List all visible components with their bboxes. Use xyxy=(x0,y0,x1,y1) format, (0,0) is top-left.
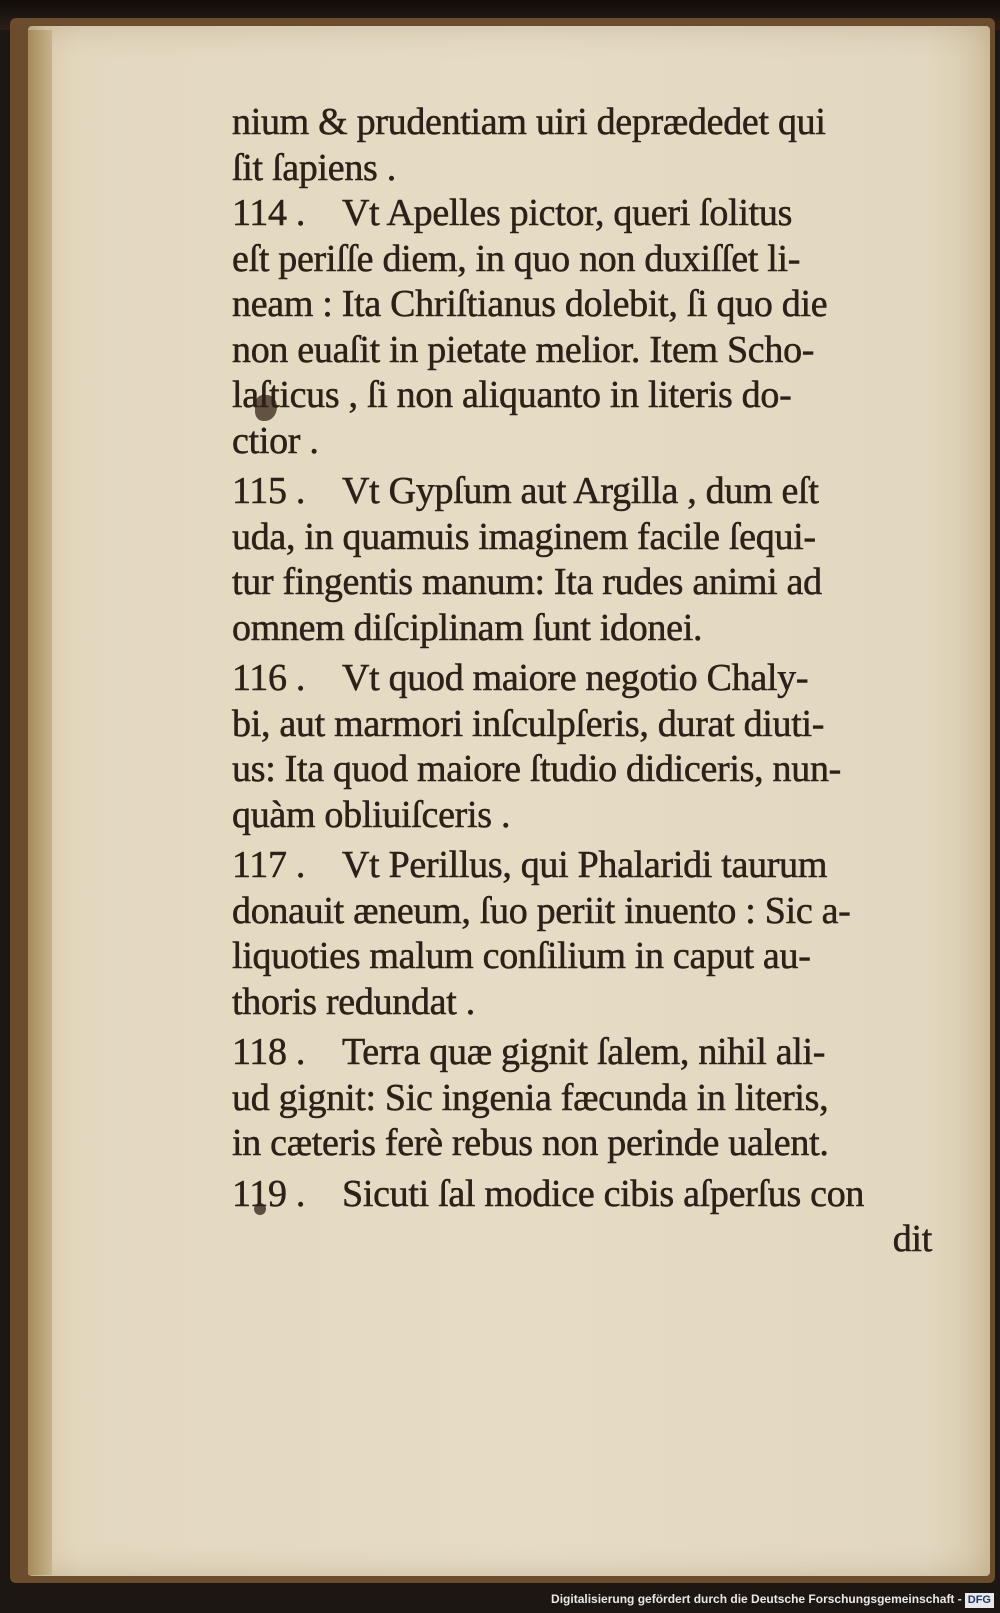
entry-116 xyxy=(232,656,932,838)
text-line: omnem diſciplinam ſunt idonei. xyxy=(232,606,703,649)
text-line: ſit ſapiens . xyxy=(232,146,396,189)
text-line: thoris redundat . xyxy=(232,980,475,1023)
text-line: donauit æneum, ſuo periit inuento : Sic a- xyxy=(232,889,851,932)
entry-number: 117 . xyxy=(232,844,306,886)
entry-119 xyxy=(232,1172,932,1263)
page-gutter xyxy=(28,30,52,1575)
entry-115 xyxy=(232,469,932,651)
page-text xyxy=(232,100,932,1263)
text-line: uda, in quamuis imaginem facile ſequi- xyxy=(232,515,816,558)
text-line: tur fingentis manum: Ita rudes animi ad xyxy=(232,561,822,603)
catchword: dit xyxy=(892,1218,932,1260)
text-line: liquoties malum conſilium in caput au- xyxy=(232,935,811,977)
entry-number: 118 . xyxy=(232,1031,306,1073)
entry-117 xyxy=(232,843,932,1025)
text-line: laſticus , ſi non aliquanto in literis do- xyxy=(232,374,792,416)
dfg-logo: DFG xyxy=(965,1593,994,1608)
entry-first-line: Vt Perillus, qui Phalaridi taurum xyxy=(342,844,828,886)
entry-first-line: Vt Gypſum aut Argilla , dum eſt xyxy=(342,470,819,512)
text-line: nium & prudentiam uiri deprædedet qui xyxy=(232,101,826,143)
credit-text: Digitalisierung gefördert durch die Deutsche Forschungsgemeinschaft - xyxy=(551,1592,962,1606)
entry-first-line: Sicuti ſal modice cibis aſperſus con xyxy=(342,1172,865,1215)
entry-number: 115 . xyxy=(232,470,306,512)
entry-114 xyxy=(232,191,932,464)
text-line: ctior . xyxy=(232,419,319,462)
text-line: non euaſit in pietate melior. Item Scho- xyxy=(232,328,815,371)
text-line: eſt periſſe diem, in quo non duxiſſet li- xyxy=(232,237,801,280)
text-line: us: Ita quod maiore ſtudio didiceris, nun- xyxy=(232,748,842,790)
entry-118 xyxy=(232,1030,932,1167)
text-line: neam : Ita Chriſtianus dolebit, ſi quo die xyxy=(232,283,828,325)
entry-number: 116 . xyxy=(232,657,306,699)
text-line: ud gignit: Sic ingenia fæcunda in literis, xyxy=(232,1076,829,1119)
text-line: quàm obliuiſceris . xyxy=(232,793,511,836)
entry-number: 114 . xyxy=(232,192,306,234)
entry-first-line: Terra quæ gignit ſalem, nihil ali- xyxy=(342,1031,826,1073)
digitization-credit xyxy=(551,1589,994,1609)
entry-first-line: Vt Apelles pictor, queri ſolitus xyxy=(342,192,793,234)
entry-first-line: Vt quod maiore negotio Chaly- xyxy=(342,657,809,699)
text-line: in cæteris ferè rebus non perinde ualent. xyxy=(232,1122,829,1164)
text-line: bi, aut marmori inſculpſeris, durat diuti- xyxy=(232,702,825,745)
entry-number: 119 . xyxy=(232,1172,306,1215)
